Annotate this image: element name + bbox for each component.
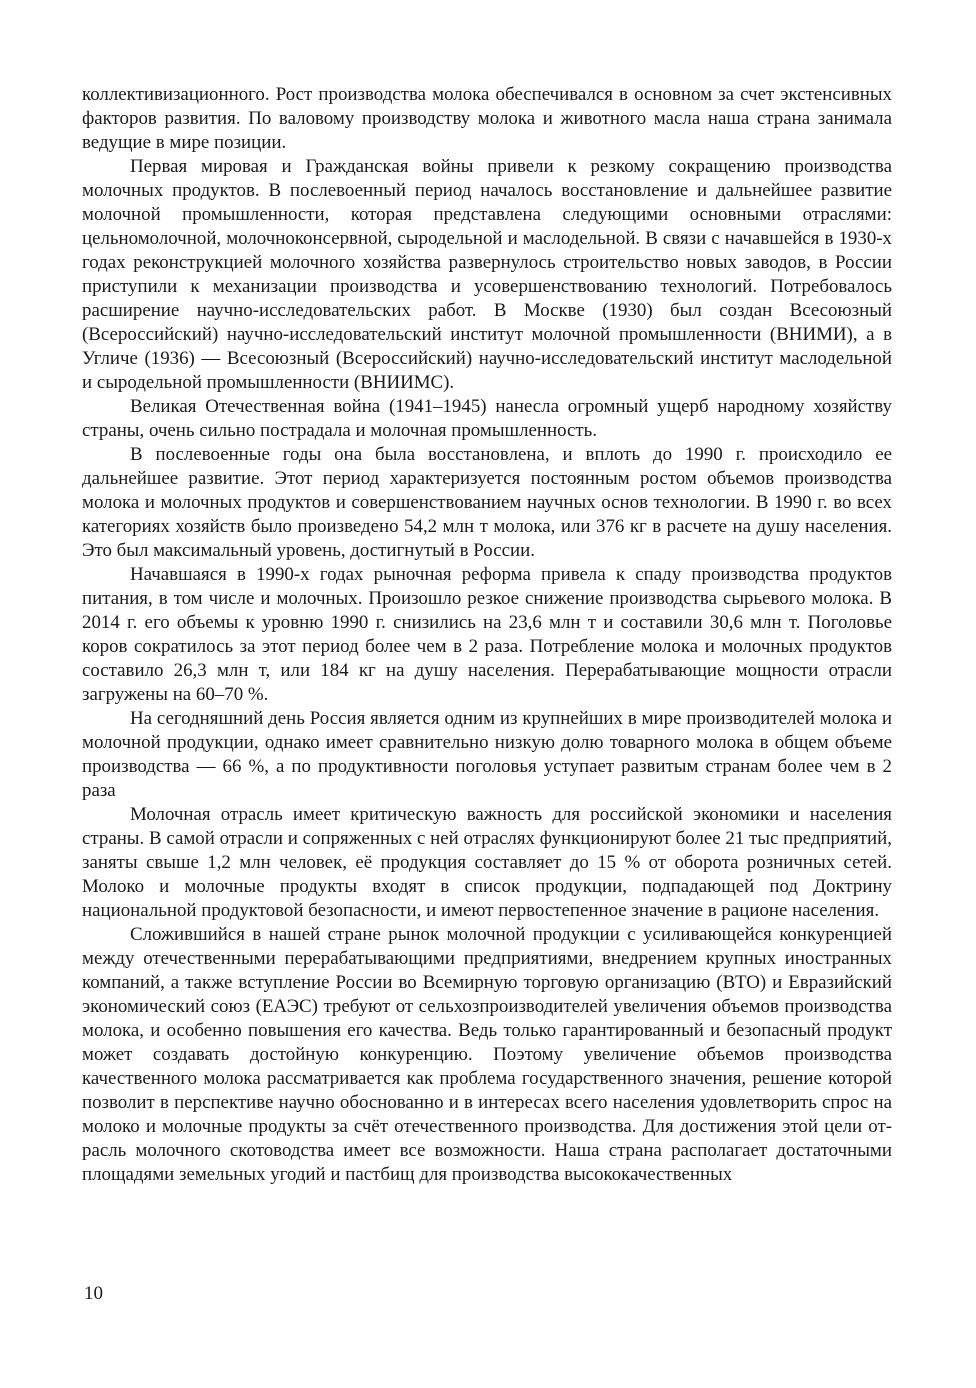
paragraph-industry-importance: Молочная отрасль имеет критическую важность для российской экономики и населения страны. В самой отрасли и сопряженных с ней отраслях функционируют более 21 тыс предприятий, заняты свыше 1,2 млн человек, её продукция составляет до 15 % от оборота розничных сетей. Молоко и молочные продукты входят в список продукции, подпадающей под Доктрину национальной продуктовой безопасности, и имеют первостепенное значение в рационе населения.	[82, 804, 892, 921]
paragraph-market-reform: Начавшаяся в 1990-х годах рыночная реформа привела к спаду производства продуктов питания, в том числе и молочных. Произошло резкое снижение производства сырьевого молока. В 2014 г. его объемы к уровню 1990 г. снизились на 23,6 млн т и составили 30,6 млн т. Поголовье коров сократилось за этот период более чем в 2 раза. Потребление молока и молочных продуктов составило 26,3 млн т, или 184 кг на душу населения. Перерабатывающие мощности отрасли загружены на 60–70 %.	[82, 564, 892, 705]
paragraph-great-patriotic-war: Великая Отечественная война (1941–1945) нанесла огромный ущерб народному хозяйству страны, очень сильно пострадала и молочная промышленность.	[82, 396, 892, 441]
paragraph-continuation: коллективизационного. Рост производства молока обеспечивался в основном за счет экстенсивных факторов развития. По валовому производству молока и животного масла наша страна занимала ведущие в мире позиции.	[82, 84, 892, 153]
paragraph-wars: Первая мировая и Гражданская войны привели к резкому сокращению производства молочных продуктов. В послевоенный период началось восстановление и дальнейшее развитие молочной промышленности, которая представлена следующими основными отраслями: цельномолочной, молочноконсервной, сыродельной и маслодельной. В связи с начавшейся в 1930-х годах реконструкцией молочного хозяйства развернулось строительство новых заводов, в России приступили к механизации производства и усовершенствованию технологий. Потребовалось расширение научно-исследовательских работ. В Москве (1930) был создан Всесоюзный (Всероссийский) научно-исследовательский институт молочной промышленности (ВНИМИ), а в Угличе (1936) — Всесоюзный (Всероссийский) научно-исследовательский институт маслодельной и сыродельной промышленности (ВНИИМС).	[82, 156, 892, 393]
paragraph-postwar-development: В послевоенные годы она была восстановлена, и вплоть до 1990 г. происходило ее дальнейшее развитие. Этот период характеризуется постоянным ростом объемов производства молока и молочных продуктов и совершенствованием научных основ технологии. В 1990 г. во всех категориях хозяйств было произведено 54,2 млн т молока, или 376 кг в расчете на душу населения. Это был максимальный уровень, достигнутый в России.	[82, 444, 892, 561]
paragraph-current-state: На сегодняшний день Россия является одним из крупнейших в мире производителей молока и молочной продукции, однако имеет сравнительно низкую долю товарного молока в общем объеме производства — 66 %, а по продуктивности поголовья уступает развитым странам более чем в 2 раза	[82, 708, 892, 801]
page-number: 10	[84, 1283, 103, 1304]
page-body	[82, 83, 892, 1187]
paragraph-market-competition: Сложившийся в нашей стране рынок молочной продукции с усиливающейся конкуренцией между отечественными перерабатывающими предприятиями, внедрением крупных иностранных компаний, а также вступление России во Всемирную торговую организацию (ВТО) и Евразийский экономический союз (ЕАЭС) требуют от сельхозпроизводителей увеличения объемов производства молока, и особенно повышения его качества. Ведь только гарантированный и безопасный продукт может создавать достойную конкуренцию. Поэтому увеличение объемов производства качественного молока рассматривается как проблема государственного значения, решение которой позволит в перспективе научно обоснованно и в интересах всего населения удовлетворить спрос на молоко и молочные продукты за счёт отечественного производства. Для достижения этой цели отрасль молочного скотоводства имеет все возможности. Наша страна располагает достаточными площадями земельных угодий и пастбищ для производства высококачественных	[82, 924, 892, 1185]
